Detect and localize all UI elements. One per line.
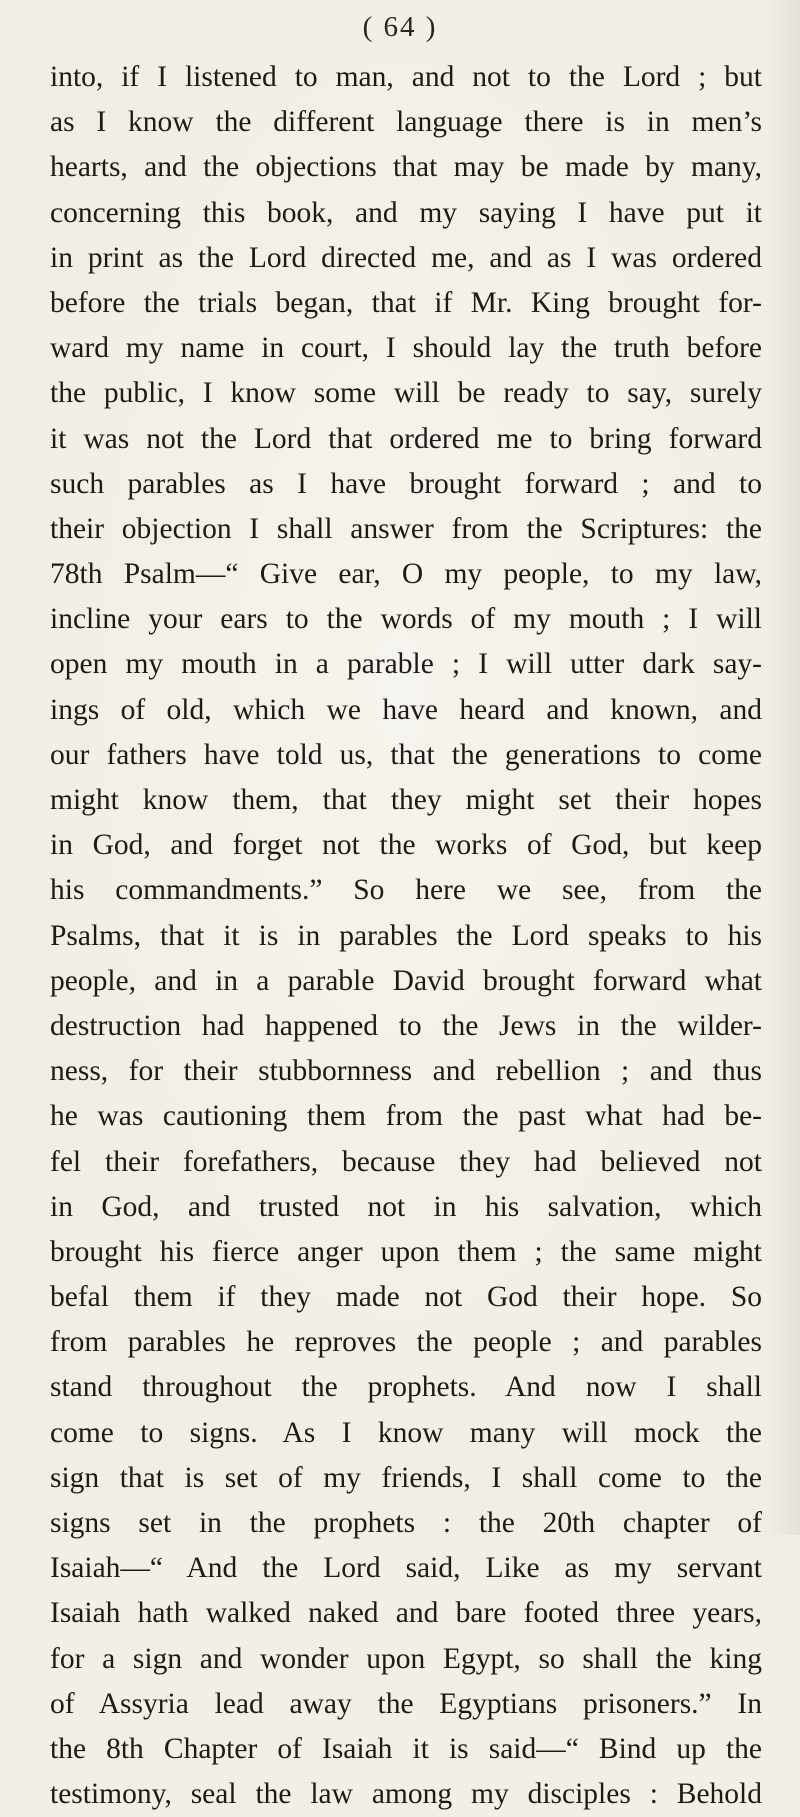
text-line: he was cautioning them from the past what had be- — [50, 1100, 762, 1133]
text-line: 78th Psalm—“ Give ear, O my people, to my law, — [50, 558, 762, 591]
text-line: such parables as I have brought forward ; and to — [50, 467, 762, 500]
text-line: as I know the different language there is in men’s — [50, 106, 762, 139]
text-line: it was not the Lord that ordered me to bring forward — [50, 422, 762, 455]
text-line: hearts, and the objections that may be made by many, — [50, 151, 762, 184]
text-line: the public, I know some will be ready to say, surely — [50, 377, 762, 410]
text-line: their objection I shall answer from the Scriptures: the — [50, 512, 762, 545]
text-line: befal them if they made not God their hope. So — [50, 1281, 762, 1314]
text-line: signs set in the prophets : the 20th chapter of — [50, 1507, 762, 1539]
text-line: our fathers have told us, that the generations to come — [50, 738, 762, 771]
text-line: the 8th Chapter of Isaiah it is said—“ Bind up the — [50, 1732, 762, 1765]
text-line: might know them, that they might set their hopes — [50, 784, 762, 816]
text-line: in print as the Lord directed me, and as I was ordered — [50, 241, 762, 274]
text-line: ward my name in court, I should lay the truth before — [50, 332, 762, 365]
text-line: ings of old, which we have heard and known, and — [50, 693, 762, 726]
page-number: ( 64 ) — [362, 11, 438, 43]
text-line: sign that is set of my friends, I shall come to the — [50, 1461, 762, 1494]
text-line: Isaiah—“ And the Lord said, Like as my servant — [50, 1552, 762, 1585]
text-line: come to signs. As I know many will mock the — [50, 1416, 762, 1449]
text-line: into, if I listened to man, and not to the Lord ; but — [50, 61, 762, 93]
text-line: of Assyria lead away the Egyptians prisoners.” In — [50, 1687, 762, 1720]
body-text — [50, 55, 762, 1817]
text-line: Psalms, that it is in parables the Lord speaks to his — [50, 919, 762, 952]
text-line: ness, for their stubbornness and rebellion ; and thus — [50, 1055, 762, 1088]
text-line: people, and in a parable David brought forward what — [50, 964, 762, 997]
text-line: stand throughout the prophets. And now I shall — [50, 1371, 762, 1404]
text-line: brought his fierce anger upon them ; the same might — [50, 1235, 762, 1268]
text-line: concerning this book, and my saying I have put it — [50, 196, 762, 229]
text-line: Isaiah hath walked naked and bare footed three years, — [50, 1597, 762, 1630]
text-line: his commandments.” So here we see, from the — [50, 874, 762, 907]
text-line: testimony, seal the law among my disciples : Behold — [50, 1778, 762, 1811]
text-line: destruction had happened to the Jews in the wilder- — [50, 1009, 762, 1042]
text-line: fel their forefathers, because they had believed not — [50, 1145, 762, 1178]
text-line: for a sign and wonder upon Egypt, so shall the king — [50, 1642, 762, 1675]
text-line: from parables he reproves the people ; and parables — [50, 1326, 762, 1359]
text-line: in God, and trusted not in his salvation, which — [50, 1190, 762, 1223]
text-line: before the trials began, that if Mr. King brought for- — [50, 286, 762, 319]
text-line: incline your ears to the words of my mouth ; I will — [50, 603, 762, 636]
text-line: in God, and forget not the works of God, but keep — [50, 829, 762, 862]
text-line: open my mouth in a parable ; I will utter dark say- — [50, 648, 762, 681]
